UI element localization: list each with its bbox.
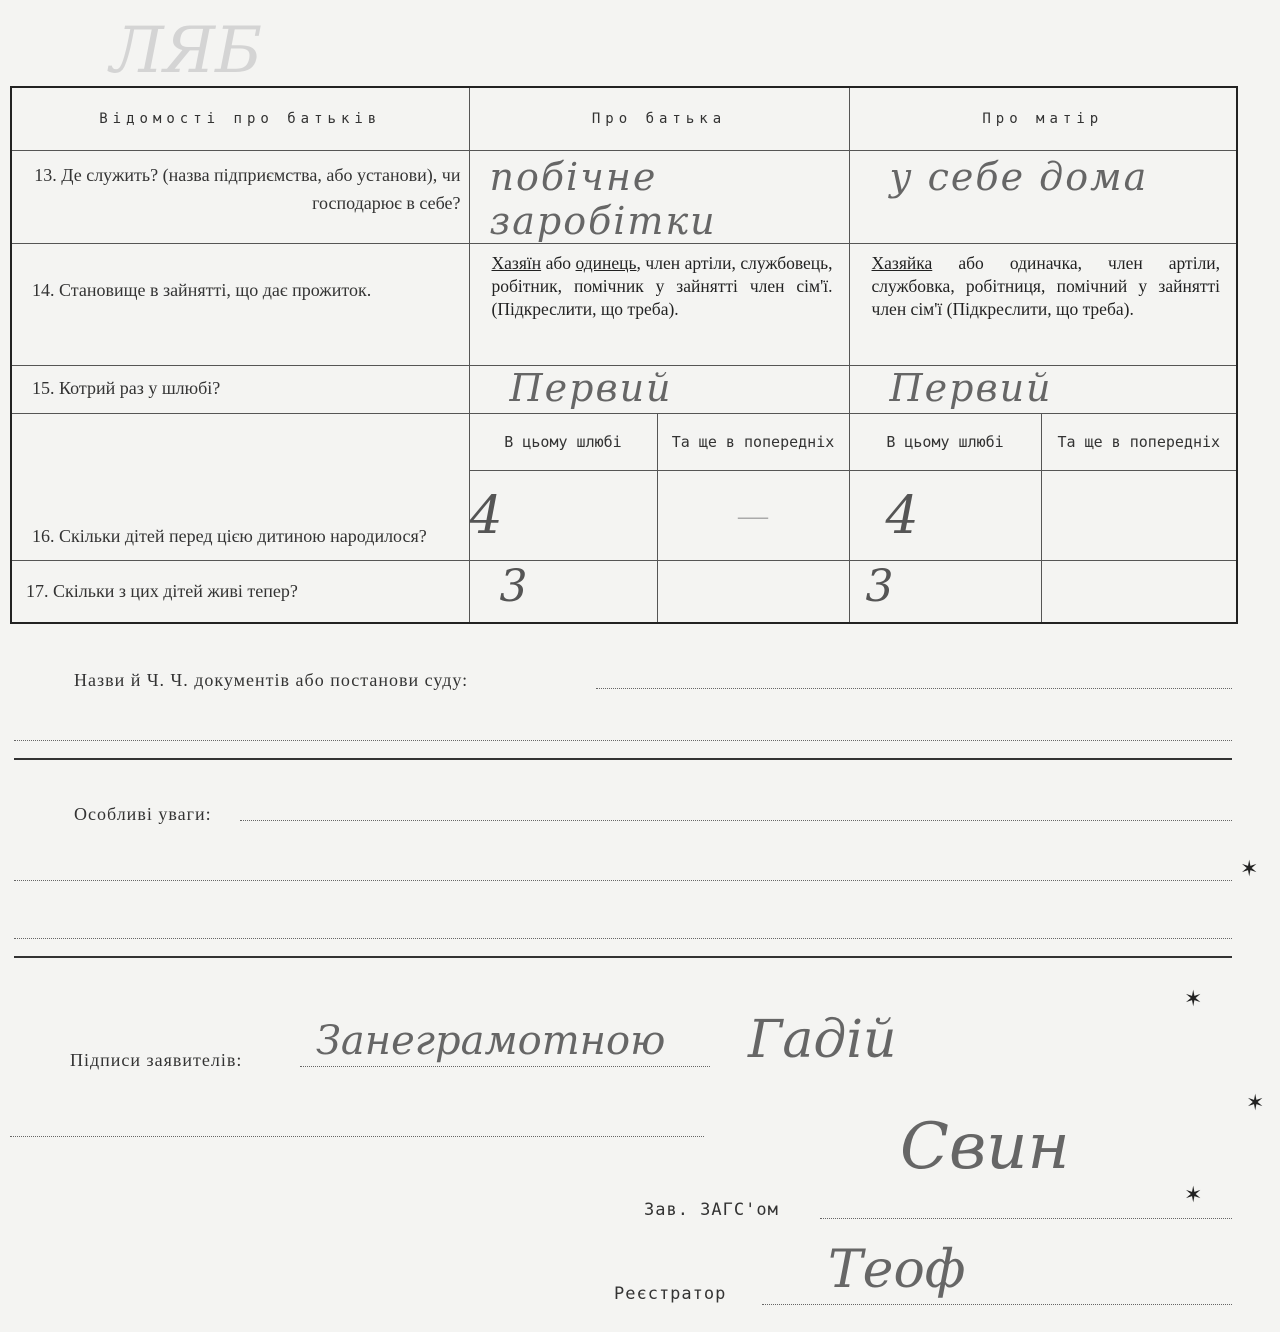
q16-mother-prev[interactable]: [1041, 471, 1237, 561]
q13-mother-value: у себе дома: [889, 155, 1149, 199]
q13-father-cell[interactable]: [469, 151, 849, 244]
q15-mother-value: Первий: [889, 366, 1053, 410]
applicant-signature: Гадій: [748, 1010, 897, 1070]
q14-father-options[interactable]: Хазяїн або одинець, член артіли, службовець, робітник, помічник у зайнятті член сім'ї. (Підкреслити, що треба).: [469, 244, 849, 366]
q16-mother-this[interactable]: 4: [849, 471, 1041, 561]
binding-mark-4: ✶: [1184, 1182, 1203, 1207]
docs-label: Назви й Ч. Ч. документів або постанови суду:: [74, 670, 469, 690]
header-mother: Про матір: [849, 87, 1237, 151]
faint-stamp: ЛЯБ: [110, 14, 263, 88]
q17-mother-prev[interactable]: [1041, 561, 1237, 623]
q14-father-opt-rest: член артіли, службовець, робітник, помічник у зайнятті член сім'ї. (Підкреслити, що треба).: [491, 253, 833, 319]
q16-father-prev[interactable]: —: [657, 471, 849, 561]
binding-mark-2: ✶: [1184, 986, 1203, 1011]
notes-line-3[interactable]: [14, 938, 1232, 939]
divider-1: [14, 758, 1232, 760]
q14-father-opt-single: одинець: [575, 253, 637, 273]
q16-father-this[interactable]: 4: [469, 471, 657, 561]
divider-2: [14, 956, 1232, 958]
docs-line-1[interactable]: [596, 688, 1232, 689]
q14-mother-or: або: [958, 253, 984, 273]
q17-father-prev[interactable]: [657, 561, 849, 623]
registrar-label: Реєстратор: [614, 1284, 727, 1304]
zags-signature: Свин: [900, 1110, 1070, 1184]
header-info: Відомості про батьків: [11, 87, 469, 151]
q14-mother-options[interactable]: [849, 244, 1237, 366]
registrar-line[interactable]: [762, 1304, 1232, 1305]
parents-info-table: [10, 86, 1238, 624]
q14-mother-opt-owner: Хазяйка: [871, 253, 933, 273]
applicants-line-2[interactable]: [10, 1136, 704, 1137]
q13-mother-cell[interactable]: [849, 151, 1237, 244]
q15-mother-cell[interactable]: [849, 366, 1237, 414]
applicants-handwritten: Занеграмотною: [316, 1018, 666, 1064]
registrar-signature: Теоф: [828, 1240, 966, 1300]
q17-father-this[interactable]: 3: [469, 561, 657, 623]
notes-line-2[interactable]: [14, 880, 1232, 881]
q14-mother-opt-rest: одиначка, член артіли, службовка, робітниця, помічний у зайнятті член сім'ї (Підкреслити, що треба).: [871, 253, 1221, 319]
q16-father-sub-prev: Та ще в попередніх: [657, 414, 849, 471]
binding-mark-1: ✶: [1240, 856, 1259, 881]
notes-label: Особливі уваги:: [74, 804, 212, 824]
q16-mother-sub-prev: Та ще в попередніх: [1041, 414, 1237, 471]
q15-father-cell[interactable]: [469, 366, 849, 414]
zags-line[interactable]: [820, 1218, 1232, 1219]
applicants-line[interactable]: [300, 1066, 710, 1067]
q13-label: 13. Де служить? (назва підприємства, або установи), чи господарює в себе?: [11, 151, 469, 244]
q16-father-sub-this: В цьому шлюбі: [469, 414, 657, 471]
docs-line-2[interactable]: [14, 740, 1232, 741]
header-father: Про батька: [469, 87, 849, 151]
q16-mother-sub-this: В цьому шлюбі: [849, 414, 1041, 471]
q15-father-value: Первий: [509, 366, 673, 410]
q17-mother-this[interactable]: 3: [849, 561, 1041, 623]
applicants-label: Підписи заявителів:: [70, 1050, 243, 1070]
q17-label: 17. Скільки з цих дітей живі тепер?: [11, 561, 469, 623]
q14-label: 14. Становище в зайнятті, що дає прожиток.: [11, 244, 469, 366]
q14-father-or: або: [545, 253, 572, 273]
q14-father-opt-owner: Хазяїн: [491, 253, 542, 273]
q16-label: 16. Скільки дітей перед цією дитиною народилося?: [11, 414, 469, 561]
q15-label: 15. Котрий раз у шлюбі?: [11, 366, 469, 414]
q13-father-value: побічне заробітки: [489, 155, 717, 243]
notes-line-1[interactable]: [240, 820, 1232, 821]
zags-label: Зав. ЗАГС'ом: [644, 1200, 779, 1220]
binding-mark-3: ✶: [1246, 1090, 1265, 1115]
